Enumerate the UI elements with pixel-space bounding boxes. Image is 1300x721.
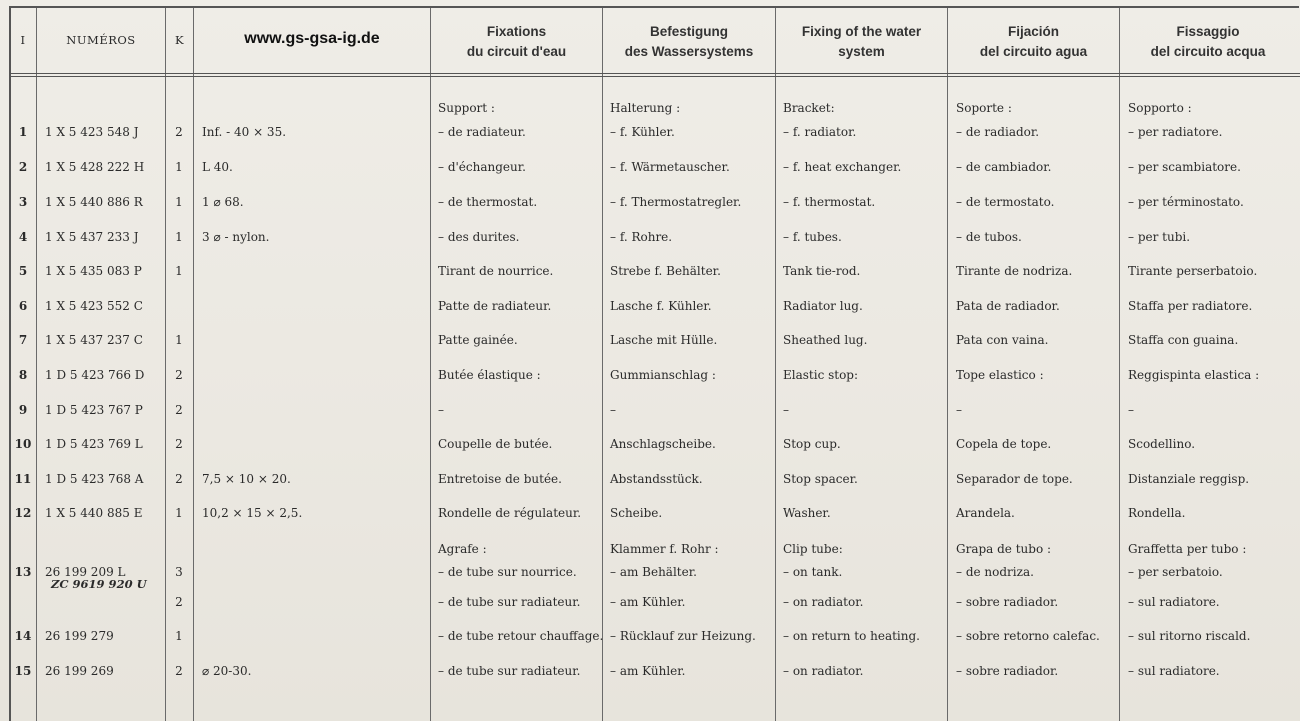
dimension: 10,2 × 15 × 2,5.	[202, 506, 303, 520]
desc-fr: Tirant de nourrice.	[438, 264, 554, 278]
row-number: 9	[18, 403, 28, 417]
desc-fr: Patte de radiateur.	[438, 299, 552, 313]
desc-de: – f. Kühler.	[610, 125, 675, 139]
desc-de: – am Behälter.	[610, 565, 697, 579]
desc-de: Anschlagscheibe.	[610, 437, 716, 451]
desc-fr: – d'échangeur.	[438, 160, 526, 174]
row-number: 10	[14, 437, 32, 451]
dimension: 1 ⌀ 68.	[202, 195, 244, 209]
desc-de: Halterung :	[610, 101, 681, 115]
row-number: 5	[18, 264, 28, 278]
dimension: ⌀ 20-30.	[202, 664, 252, 678]
header-spanish: Fijación del circuito agua	[979, 24, 1088, 59]
quantity: 1	[175, 629, 183, 643]
quantity: 2	[175, 664, 183, 678]
desc-it: – sul radiatore.	[1128, 595, 1220, 609]
desc-de: – f. Rohre.	[610, 230, 673, 244]
part-number: 26 199 209 L	[45, 565, 126, 579]
desc-fr: Rondelle de régulateur.	[438, 506, 582, 520]
desc-fr: Coupelle de butée.	[438, 437, 553, 451]
desc-fr: – de tube retour chauffage.	[438, 629, 604, 643]
desc-de: Abstandsstück.	[610, 472, 703, 486]
quantity: 3	[175, 565, 183, 579]
desc-de: Lasche f. Kühler.	[610, 299, 712, 313]
dimension: L 40.	[202, 160, 233, 174]
header-german: Befestigung des Wassersystems	[624, 24, 754, 59]
desc-it: Tirante perserbatoio.	[1128, 264, 1258, 278]
header-rule	[10, 76, 1300, 77]
part-number: 1 X 5 437 237 C	[45, 333, 143, 347]
desc-en: Bracket:	[783, 101, 835, 115]
desc-en: Stop spacer.	[783, 472, 858, 486]
desc-en: –	[783, 403, 789, 417]
quantity: 2	[175, 595, 183, 609]
desc-it: – sul ritorno riscald.	[1128, 629, 1251, 643]
desc-en: – f. heat exchanger.	[783, 160, 902, 174]
alt-part-number: ZC 9619 920 U	[51, 577, 147, 591]
desc-it: Rondella.	[1128, 506, 1186, 520]
desc-fr: Butée élastique :	[438, 368, 541, 382]
row-number: 13	[14, 565, 32, 579]
desc-it: Sopporto :	[1128, 101, 1192, 115]
desc-es: – sobre retorno calefac.	[956, 629, 1100, 643]
desc-en: Elastic stop:	[783, 368, 859, 382]
desc-it: – per términostato.	[1128, 195, 1244, 209]
row-number: 6	[18, 299, 28, 313]
desc-it: – per scambiatore.	[1128, 160, 1241, 174]
column-divider	[775, 8, 776, 721]
desc-es: Soporte :	[956, 101, 1012, 115]
row-number: 14	[14, 629, 32, 643]
website-watermark: www.gs-gsa-ig.de	[244, 30, 380, 47]
desc-fr: – des durites.	[438, 230, 520, 244]
row-number: 15	[14, 664, 32, 678]
quantity: 2	[175, 472, 183, 486]
part-number: 1 X 5 440 886 R	[45, 195, 143, 209]
desc-es: Copela de tope.	[956, 437, 1052, 451]
desc-de: Gummianschlag :	[610, 368, 716, 382]
column-divider	[602, 8, 603, 721]
desc-de: – am Kühler.	[610, 664, 686, 678]
desc-fr: Entretoise de butée.	[438, 472, 562, 486]
desc-en: Clip tube:	[783, 542, 843, 556]
row-number: 12	[14, 506, 32, 520]
desc-fr: Patte gainée.	[438, 333, 518, 347]
row-number: 11	[14, 472, 32, 486]
dimension: 7,5 × 10 × 20.	[202, 472, 291, 486]
header-english: Fixing of the water system	[801, 24, 922, 59]
desc-fr: – de tube sur radiateur.	[438, 595, 581, 609]
column-divider	[947, 8, 948, 721]
desc-it: Staffa con guaina.	[1128, 333, 1239, 347]
desc-de: –	[610, 403, 616, 417]
quantity: 1	[175, 230, 183, 244]
desc-en: – f. thermostat.	[783, 195, 876, 209]
desc-it: Scodellino.	[1128, 437, 1196, 451]
part-number: 1 D 5 423 769 L	[45, 437, 143, 451]
row-number: 2	[18, 160, 28, 174]
header-numeros: NUMÉROS	[66, 33, 136, 47]
desc-fr: Agrafe :	[438, 542, 487, 556]
desc-it: – per radiatore.	[1128, 125, 1223, 139]
desc-es: – de cambiador.	[956, 160, 1052, 174]
part-number: 1 X 5 435 083 P	[45, 264, 142, 278]
desc-en: – on return to heating.	[783, 629, 920, 643]
desc-es: –	[956, 403, 962, 417]
header-rule	[10, 73, 1300, 74]
part-number: 1 D 5 423 768 A	[45, 472, 144, 486]
desc-en: Sheathed lug.	[783, 333, 868, 347]
desc-es: – de nodriza.	[956, 565, 1034, 579]
part-number: 1 X 5 437 233 J	[45, 230, 139, 244]
column-divider	[36, 8, 37, 721]
row-number: 1	[18, 125, 28, 139]
part-number: 26 199 279	[45, 629, 114, 643]
column-divider	[165, 8, 166, 721]
header-italian: Fissaggio del circuito acqua	[1150, 24, 1266, 59]
desc-es: – de termostato.	[956, 195, 1055, 209]
quantity: 2	[175, 368, 183, 382]
desc-en: Washer.	[783, 506, 831, 520]
column-divider	[193, 8, 194, 721]
row-number: 3	[18, 195, 28, 209]
quantity: 1	[175, 506, 183, 520]
part-number: 1 X 5 423 548 J	[45, 125, 139, 139]
desc-fr: – de tube sur nourrice.	[438, 565, 577, 579]
row-number: 8	[18, 368, 28, 382]
desc-it: Staffa per radiatore.	[1128, 299, 1253, 313]
desc-es: Pata de radiador.	[956, 299, 1060, 313]
desc-es: – de tubos.	[956, 230, 1022, 244]
desc-en: Radiator lug.	[783, 299, 863, 313]
desc-it: – per tubi.	[1128, 230, 1191, 244]
desc-fr: – de thermostat.	[438, 195, 538, 209]
header-k: K	[174, 33, 185, 47]
desc-de: – f. Wärmetauscher.	[610, 160, 730, 174]
desc-en: – on tank.	[783, 565, 843, 579]
desc-es: Arandela.	[956, 506, 1015, 520]
desc-it: Distanziale reggisp.	[1128, 472, 1250, 486]
part-number: 1 X 5 428 222 H	[45, 160, 145, 174]
desc-it: Graffetta per tubo :	[1128, 542, 1247, 556]
quantity: 2	[175, 403, 183, 417]
header-french: Fixations du circuit d'eau	[466, 24, 567, 59]
desc-en: – f. radiator.	[783, 125, 857, 139]
desc-de: Klammer f. Rohr :	[610, 542, 719, 556]
desc-it: – per serbatoio.	[1128, 565, 1223, 579]
desc-es: – sobre radiador.	[956, 595, 1059, 609]
header-index: I	[20, 33, 26, 47]
quantity: 1	[175, 264, 183, 278]
quantity: 2	[175, 125, 183, 139]
dimension: 3 ⌀ - nylon.	[202, 230, 270, 244]
desc-en: Tank tie-rod.	[783, 264, 861, 278]
row-number: 4	[18, 230, 28, 244]
desc-de: Scheibe.	[610, 506, 663, 520]
quantity: 1	[175, 333, 183, 347]
desc-fr: –	[438, 403, 444, 417]
desc-es: Separador de tope.	[956, 472, 1073, 486]
part-number: 26 199 269	[45, 664, 114, 678]
desc-it: Reggispinta elastica :	[1128, 368, 1260, 382]
desc-en: – on radiator.	[783, 595, 864, 609]
part-number: 1 D 5 423 767 P	[45, 403, 143, 417]
desc-es: Tirante de nodriza.	[956, 264, 1073, 278]
desc-es: – sobre radiador.	[956, 664, 1059, 678]
desc-de: – f. Thermostatregler.	[610, 195, 742, 209]
desc-it: –	[1128, 403, 1134, 417]
part-number: 1 X 5 423 552 C	[45, 299, 143, 313]
column-divider	[430, 8, 431, 721]
desc-de: Strebe f. Behälter.	[610, 264, 721, 278]
part-number: 1 X 5 440 885 E	[45, 506, 143, 520]
dimension: Inf. - 40 × 35.	[202, 125, 287, 139]
column-divider	[1119, 8, 1120, 721]
desc-de: – Rücklauf zur Heizung.	[610, 629, 756, 643]
desc-de: – am Kühler.	[610, 595, 686, 609]
desc-fr: – de tube sur radiateur.	[438, 664, 581, 678]
quantity: 2	[175, 437, 183, 451]
desc-fr: Support :	[438, 101, 495, 115]
desc-it: – sul radiatore.	[1128, 664, 1220, 678]
row-number: 7	[18, 333, 28, 347]
quantity: 1	[175, 195, 183, 209]
desc-es: Grapa de tubo :	[956, 542, 1052, 556]
desc-fr: – de radiateur.	[438, 125, 526, 139]
desc-es: – de radiador.	[956, 125, 1040, 139]
desc-de: Lasche mit Hülle.	[610, 333, 718, 347]
desc-en: Stop cup.	[783, 437, 841, 451]
desc-es: Pata con vaina.	[956, 333, 1049, 347]
desc-en: – f. tubes.	[783, 230, 842, 244]
desc-es: Tope elastico :	[956, 368, 1044, 382]
part-number: 1 D 5 423 766 D	[45, 368, 145, 382]
desc-en: – on radiator.	[783, 664, 864, 678]
quantity: 1	[175, 160, 183, 174]
